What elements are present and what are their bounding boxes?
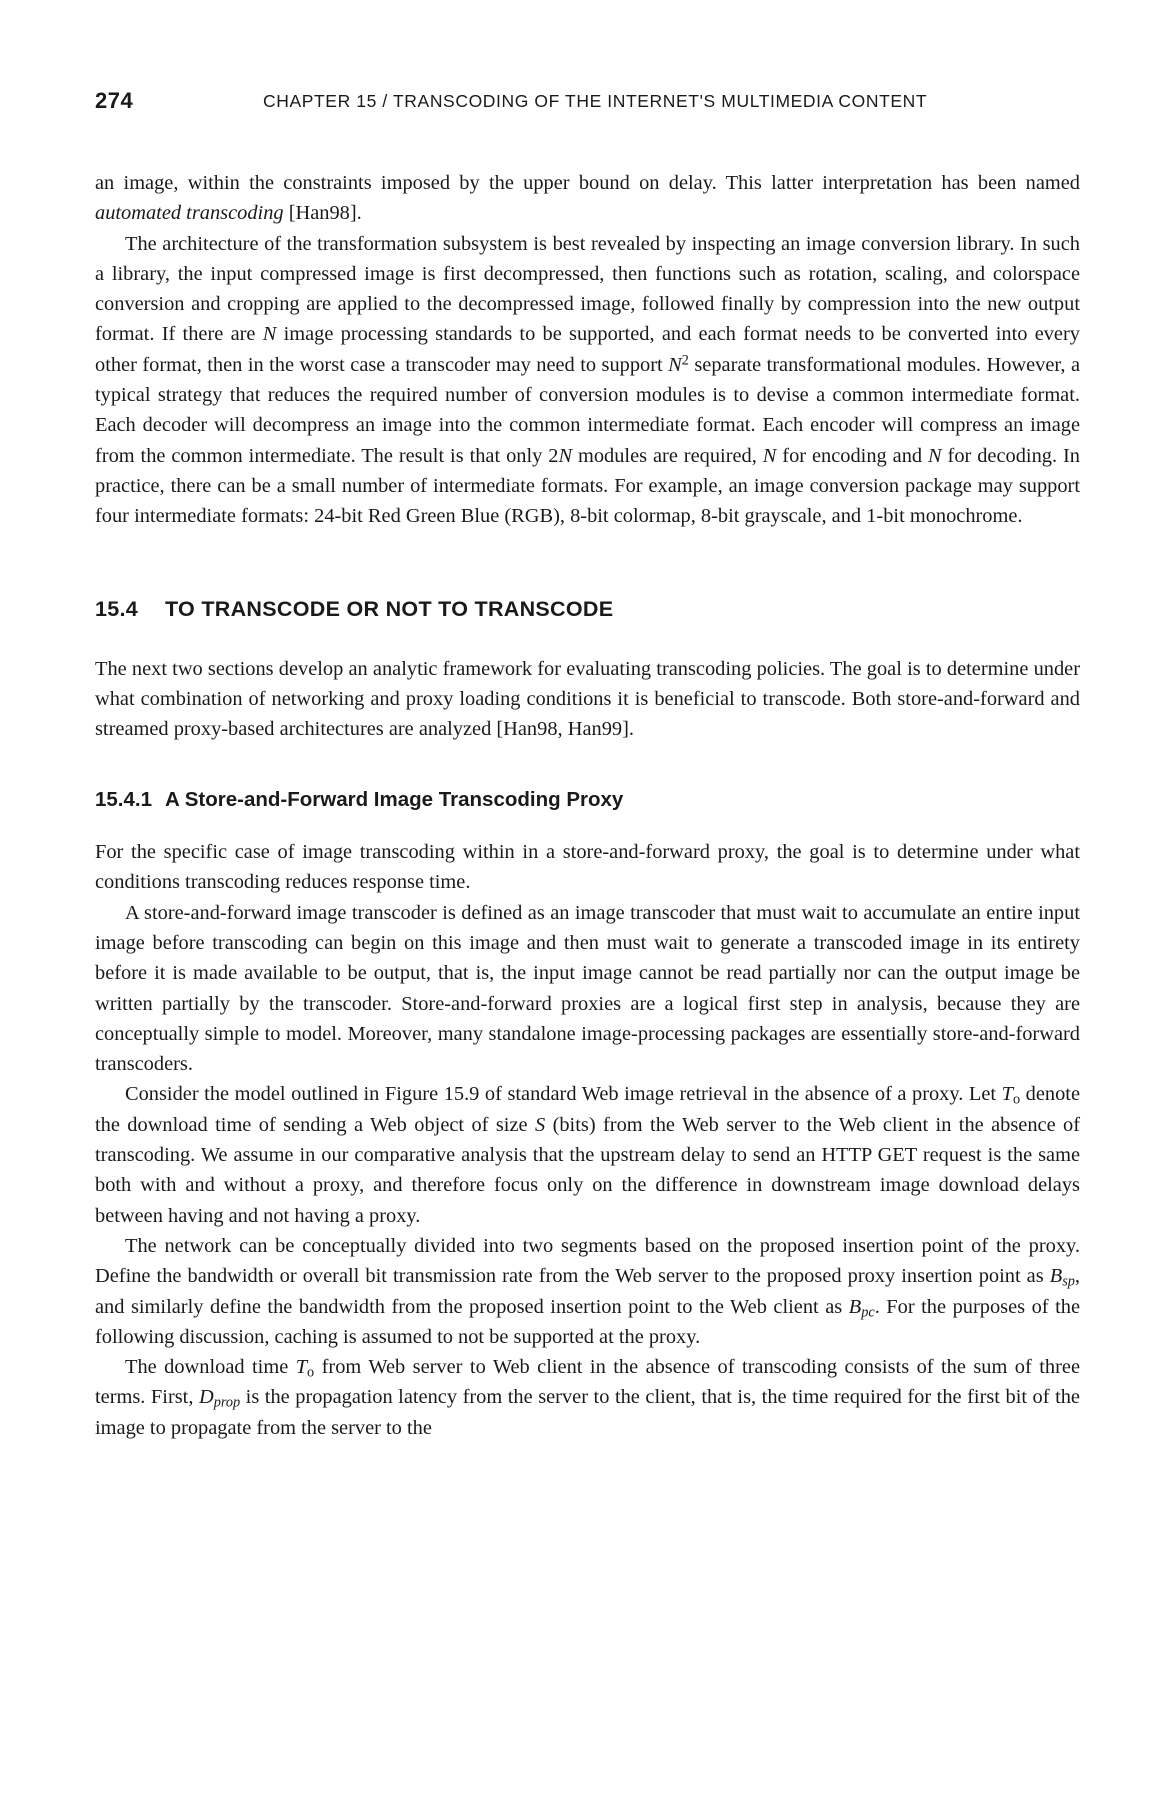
subsection-title: A Store-and-Forward Image Transcoding Proxy	[165, 787, 624, 811]
paragraph-download-time: The download time $T_o$ from Web server to Web client in the absence of transcoding consists of the sum of three terms. First, $D_{prop}$ is the propagation latency from the server to the client, that is, the time required for the first bit of the image to propagate from the server to the	[95, 1356, 1080, 1439]
body-text	[95, 168, 1080, 1443]
subsection-heading-15-4-1	[95, 785, 1080, 815]
subsection-number: 15.4.1	[95, 787, 152, 811]
paragraph-store-and-forward: A store-and-forward image transcoder is defined as an image transcoder that must wait to accumulate an entire input image before transcoding can begin on this image and then must wait to generate a transcoded image in its entirety before it is made available to be output, that is, the input image cannot be read partially nor can the output image be written partially by the transcoder. Store-and-forward proxies are a logical first step in analysis, because they are conceptually simple to model. Moreover, many standalone image-processing packages are essentially store-and-forward transcoders.	[95, 901, 1080, 1076]
section-heading-15-4	[95, 594, 1080, 624]
chapter-title: CHAPTER 15 / TRANSCODING OF THE INTERNET'S MULTIMEDIA CONTENT	[263, 91, 928, 111]
page-number: 274	[95, 88, 134, 113]
section-title: TO TRANSCODE OR NOT TO TRANSCODE	[165, 596, 614, 621]
section-number: 15.4	[95, 596, 139, 621]
paragraph-architecture: The architecture of the transformation subsystem is best revealed by inspecting an image conversion library. In such a library, the input compressed image is first decompressed, then functions such as rotation, scaling, and colorspace conversion and cropping are applied to the decompressed image, followed finally by compression into the new output format. If there are N image processing standards to be supported, and each format needs to be converted into every other format, then in the worst case a transcoder may need to support $N^2$ separate transformational modules. However, a typical strategy that reduces the required number of conversion modules is to devise a common intermediate format. Each decoder will decompress an image into the common intermediate format. Each encoder will compress an image from the common intermediate. The result is that only 2N modules are required, N for encoding and N for decoding. In practice, there can be a small number of intermediate formats. For example, an image conversion package may support four intermediate formats: 24-bit Red Green Blue (RGB), 8-bit colormap, 8-bit grayscale, and 1-bit monochrome.	[95, 232, 1080, 528]
paragraph-network-segments: The network can be conceptually divided into two segments based on the proposed insertion point of the proxy. Define the bandwidth or overall bit transmission rate from the Web server to the proposed proxy insertion point as $B_{sp}$, and similarly define the bandwidth from the proposed insertion point to the Web client as $B_{pc}$. For the purposes of the following discussion, caching is assumed to not be supported at the proxy.	[95, 1234, 1080, 1348]
paragraph-framework: The next two sections develop an analytic framework for evaluating transcoding policies. The goal is to determine under what combination of networking and proxy loading conditions it is beneficial to transcode. Both store-and-forward and streamed proxy-based architectures are analyzed [Han98, Han99].	[95, 657, 1080, 741]
running-head	[95, 88, 1080, 118]
paragraph-continued: an image, within the constraints imposed by the upper bound on delay. This latter interpretation has been named automated transcoding [Han98].	[95, 172, 1080, 225]
term-automated-transcoding: automated transcoding	[95, 202, 284, 225]
paragraph-specific-case: For the specific case of image transcoding within in a store-and-forward proxy, the goal is to determine under what conditions transcoding reduces response time.	[95, 841, 1080, 894]
paragraph-model: Consider the model outlined in Figure 15.9 of standard Web image retrieval in the absence of a proxy. Let $T_o$ denote the download time of sending a Web object of size S (bits) from the Web server to the Web client in the absence of transcoding. We assume in our comparative analysis that the upstream delay to send an HTTP GET request is the same both with and without a proxy, and therefore focus only on the difference in downstream image download delays between having and not having a proxy.	[95, 1083, 1080, 1227]
